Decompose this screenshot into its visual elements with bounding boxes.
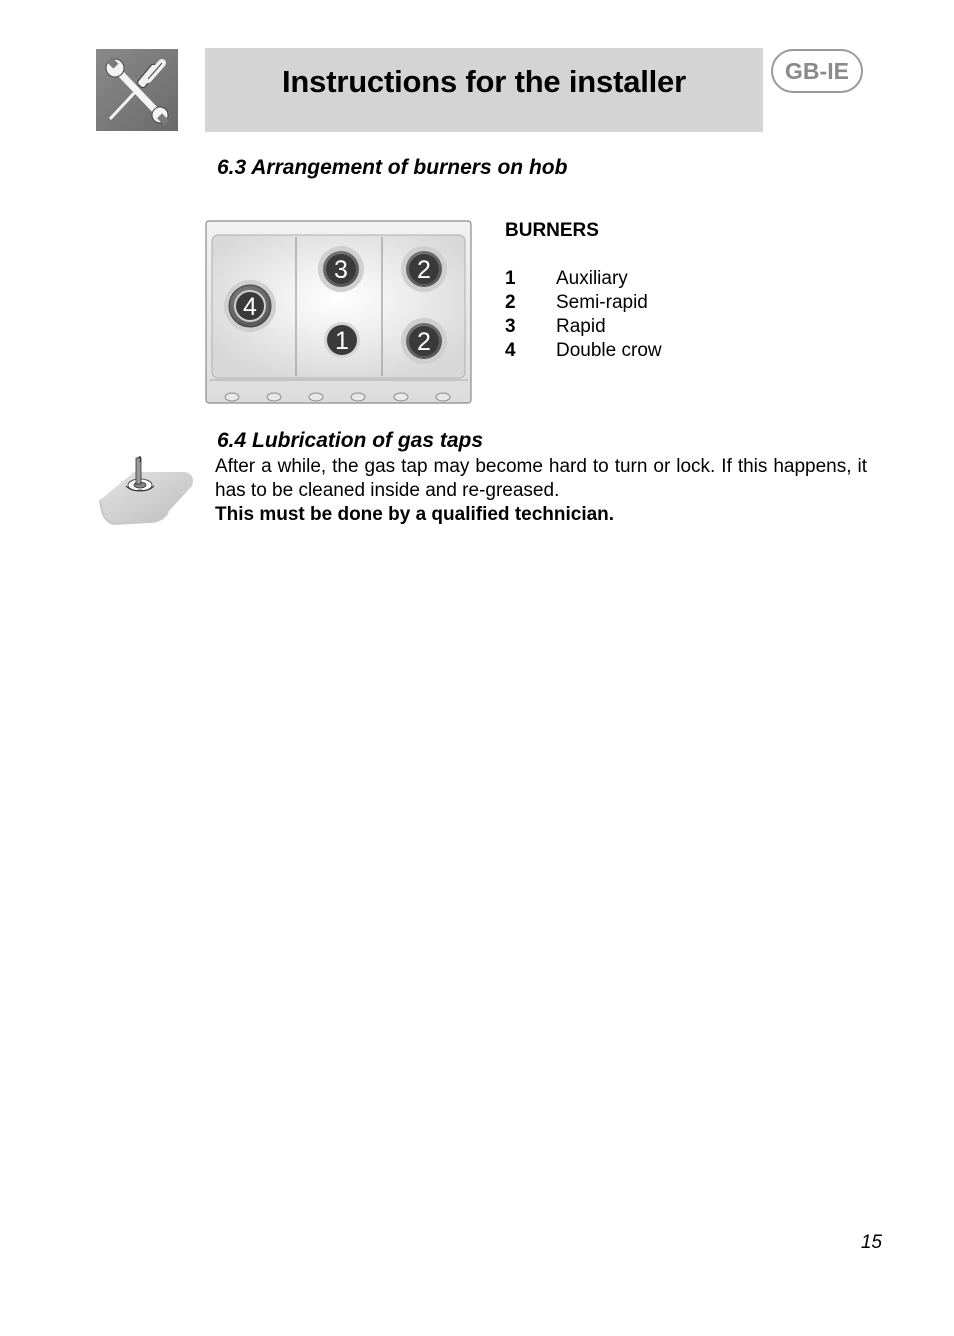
burner-2-top-marker (401, 246, 447, 292)
list-item (505, 292, 662, 316)
page-number: 15 (860, 1232, 882, 1253)
section-title-arrangement: 6.3 Arrangement of burners on hob (217, 156, 568, 179)
burner-number: 2 (505, 292, 516, 313)
burners-heading: BURNERS (505, 220, 599, 241)
wrench-screwdriver-icon (96, 49, 178, 131)
burner-number: 1 (505, 268, 516, 289)
page-title: Instructions for the installer (282, 64, 686, 99)
hob-diagram (205, 220, 472, 405)
header-bar (205, 48, 763, 132)
section-title-lubrication: 6.4 Lubrication of gas taps (217, 429, 484, 452)
list-item (505, 340, 662, 364)
burner-4-marker (224, 280, 276, 332)
burner-2-top-label: 2 (417, 256, 431, 284)
burner-1-label: 1 (335, 327, 349, 355)
burner-4-label: 4 (243, 293, 257, 321)
language-badge: GB-IE (771, 49, 863, 93)
gas-tap-icon (96, 452, 198, 526)
burner-name: Semi-rapid (556, 292, 648, 313)
list-item (505, 268, 662, 292)
burner-3-label: 3 (334, 256, 348, 284)
burner-2-bottom-marker (401, 318, 447, 364)
burner-number: 3 (505, 316, 516, 337)
burner-number: 4 (505, 340, 516, 361)
burner-name: Rapid (556, 316, 606, 337)
list-item (505, 316, 662, 340)
lubrication-paragraph: After a while, the gas tap may become hard to turn or lock. If this happens, it has to be cleaned inside and re-greased. (215, 456, 867, 501)
lubrication-note: This must be done by a qualified technician. (215, 504, 615, 525)
burner-3-marker (318, 246, 364, 292)
burner-name: Auxiliary (556, 268, 628, 289)
burner-name: Double crow (556, 340, 662, 361)
burner-list (505, 268, 662, 364)
burner-1-marker (324, 322, 360, 358)
burner-2-bottom-label: 2 (417, 328, 431, 356)
